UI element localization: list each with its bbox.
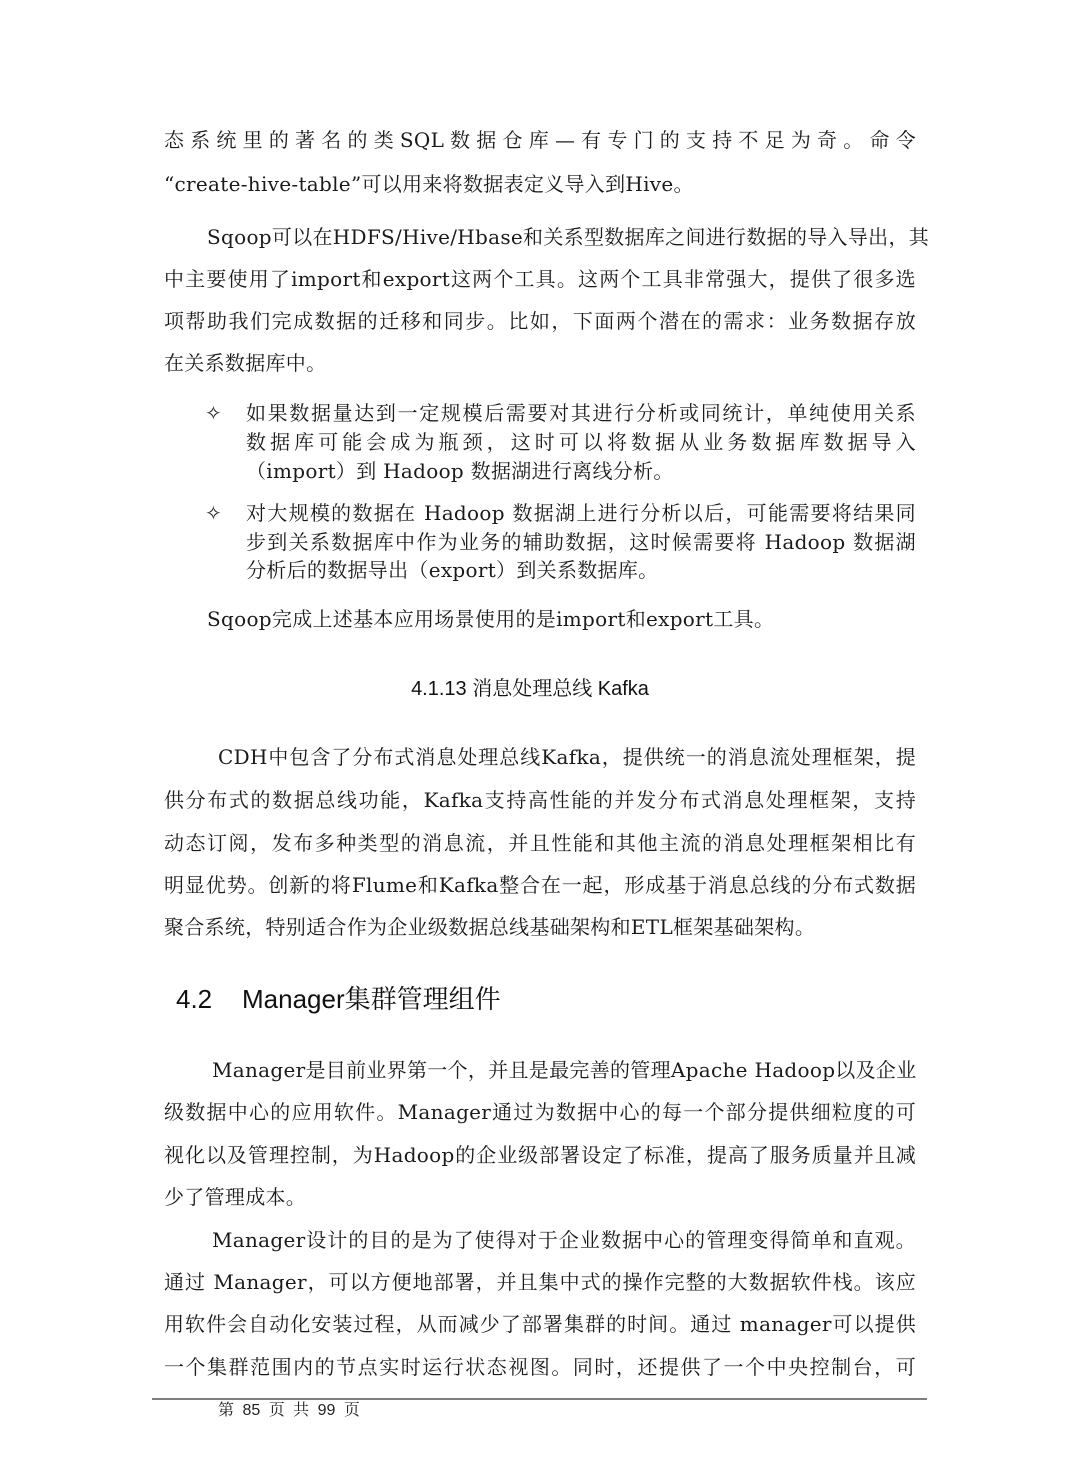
paragraph-line: 通过 Manager，可以方便地部署，并且集中式的操作完整的大数据软件栈。该应 <box>164 1270 916 1294</box>
current-page-number: 85 <box>242 1402 261 1419</box>
bullet-line: （import）到 Hadoop 数据湖进行离线分析。 <box>246 459 674 483</box>
footer-suffix: 页 <box>343 1402 360 1419</box>
paragraph-line: 级数据中心的应用软件。Manager通过为数据中心的每一个部分提供细粒度的可 <box>164 1100 916 1124</box>
section-title: Manager集群管理组件 <box>242 984 501 1014</box>
paragraph-line: Sqoop完成上述基本应用场景使用的是import和export工具。 <box>207 607 775 631</box>
bullet-line: 如果数据量达到一定规模后需要对其进行分析或同统计，单纯使用关系 <box>246 401 916 425</box>
section-number: 4.2 <box>176 984 213 1014</box>
page-footer <box>218 1401 360 1421</box>
total-pages-number: 99 <box>317 1402 336 1419</box>
paragraph-line: Sqoop可以在HDFS/Hive/Hbase和关系型数据库之间进行数据的导入导出，其 <box>207 225 930 249</box>
section-heading-4-2 <box>176 984 501 1014</box>
paragraph-line: CDH中包含了分布式消息处理总线Kafka，提供统一的消息流处理框架，提 <box>218 745 916 769</box>
bullet-line: 分析后的数据导出（export）到关系数据库。 <box>246 558 659 582</box>
paragraph-line: 少了管理成本。 <box>164 1185 307 1209</box>
paragraph-line: 视化以及管理控制，为Hadoop的企业级部署设定了标准，提高了服务质量并且减 <box>164 1143 916 1167</box>
paragraph-line: 一个集群范围内的节点实时运行状态视图。同时，还提供了一个中央控制台，可 <box>164 1355 916 1379</box>
footer-middle: 页 共 <box>268 1402 310 1419</box>
bullet-line: 对大规模的数据在 Hadoop 数据湖上进行分析以后，可能需要将结果同 <box>246 501 916 525</box>
four-point-star-bullet-icon: ✧ <box>205 401 222 425</box>
paragraph-line: “create-hive-table”可以用来将数据表定义导入到Hive。 <box>164 172 694 196</box>
bullet-line: 数据库可能会成为瓶颈，这时可以将数据从业务数据库数据导入 <box>246 430 916 454</box>
paragraph-line: 用软件会自动化安装过程，从而减少了部署集群的时间。通过 manager可以提供 <box>164 1312 916 1336</box>
paragraph-line: 聚合系统，特别适合作为企业级数据总线基础架构和ETL框架基础架构。 <box>164 915 816 939</box>
paragraph-line: 明显优势。创新的将Flume和Kafka整合在一起，形成基于消息总线的分布式数据 <box>164 873 916 897</box>
paragraph-line: 动态订阅，发布多种类型的消息流，并且性能和其他主流的消息处理框架相比有 <box>164 831 916 855</box>
footer-prefix: 第 <box>218 1402 235 1419</box>
paragraph-line: 在关系数据库中。 <box>164 351 327 375</box>
paragraph-line: 中主要使用了import和export这两个工具。这两个工具非常强大，提供了很多选 <box>164 267 916 291</box>
four-point-star-bullet-icon: ✧ <box>205 501 222 525</box>
section-heading-4-1-13: 4.1.13 消息处理总线 Kafka <box>411 678 649 700</box>
footer-divider <box>152 1398 927 1400</box>
paragraph-line: 态系统里的著名的类SQL数据仓库—有专门的支持不足为奇。命令 <box>164 128 916 152</box>
paragraph-line: Manager是目前业界第一个，并且是最完善的管理Apache Hadoop以及企业 <box>212 1058 917 1082</box>
paragraph-line: 供分布式的数据总线功能，Kafka支持高性能的并发分布式消息处理框架，支持 <box>164 788 916 812</box>
paragraph-line: 项帮助我们完成数据的迁移和同步。比如，下面两个潜在的需求：业务数据存放 <box>164 309 916 333</box>
paragraph-line: Manager设计的目的是为了使得对于企业数据中心的管理变得简单和直观。 <box>212 1228 916 1252</box>
bullet-line: 步到关系数据库中作为业务的辅助数据，这时候需要将 Hadoop 数据湖 <box>246 530 916 554</box>
